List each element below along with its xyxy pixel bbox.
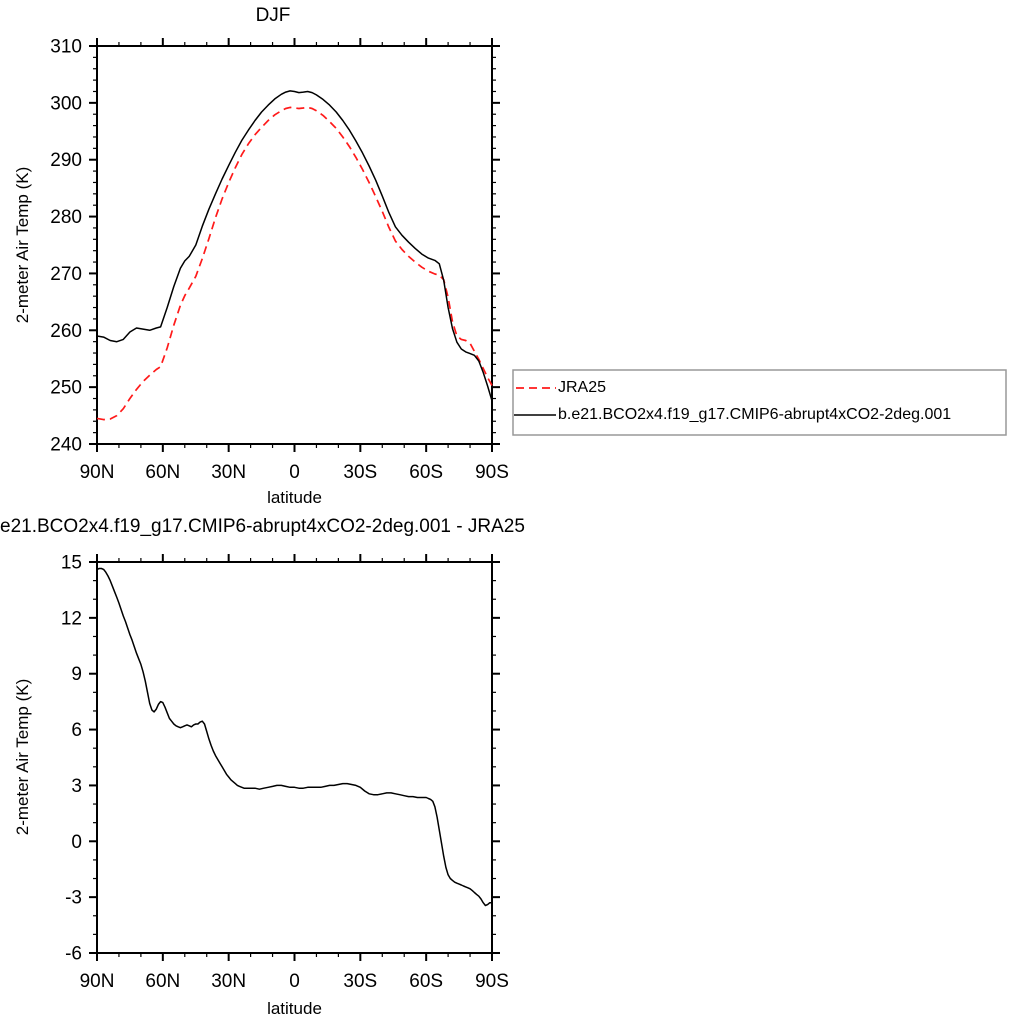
x-tick-label: 90N <box>79 462 115 483</box>
x-tick-label: 90S <box>475 462 509 483</box>
x-tick-label: 60N <box>145 462 181 483</box>
y-tick-label: 15 <box>60 552 82 574</box>
y-tick-label: 9 <box>71 664 82 686</box>
y-tick-label: 240 <box>50 434 82 456</box>
x-tick-label: 30S <box>343 462 378 483</box>
x-tick-label: 0 <box>289 971 300 992</box>
series-line-jra25 <box>97 107 492 419</box>
djf-zonal-mean-chart <box>50 37 509 484</box>
series-line-model <box>97 569 492 906</box>
y-tick-label: 310 <box>50 36 82 58</box>
x-tick-label: 30N <box>211 462 247 483</box>
y-tick-label: 0 <box>71 831 82 853</box>
plot-frame <box>97 46 492 444</box>
top-chart-title: DJF <box>255 5 291 26</box>
x-tick-label: 0 <box>289 462 300 483</box>
y-tick-label: 250 <box>50 377 82 399</box>
y-tick-label: 3 <box>71 775 82 797</box>
x-tick-label: 90N <box>79 971 115 992</box>
plot-frame <box>97 562 492 953</box>
legend-label-model: b.e21.BCO2x4.f19_g17.CMIP6-abrupt4xCO2-2deg.001 <box>558 406 952 423</box>
y-tick-label: 280 <box>50 207 82 229</box>
difference-chart <box>61 553 509 993</box>
y-tick-label: 260 <box>50 320 82 342</box>
x-tick-label: 30N <box>211 971 247 992</box>
y-tick-label: 6 <box>71 720 82 742</box>
bottom-chart-title: e21.BCO2x4.f19_g17.CMIP6-abrupt4xCO2-2deg.001 - JRA25 <box>0 516 525 537</box>
x-tick-label: 60S <box>409 971 444 992</box>
y-tick-label: 300 <box>50 93 82 115</box>
x-tick-label: 60N <box>145 971 181 992</box>
y-tick-label: -3 <box>65 887 82 909</box>
x-tick-label: 30S <box>343 971 378 992</box>
top-chart-y-axis-title: 2-meter Air Temp (K) <box>13 166 32 324</box>
top-chart-x-axis-title: latitude <box>267 488 322 507</box>
legend-label-jra25: JRA25 <box>558 379 607 396</box>
series-line-model <box>97 91 492 401</box>
y-tick-label: 12 <box>60 608 82 630</box>
bottom-chart-y-axis-title: 2-meter Air Temp (K) <box>13 678 32 836</box>
x-tick-label: 90S <box>475 971 509 992</box>
y-tick-label: 270 <box>50 263 82 285</box>
x-tick-label: 60S <box>409 462 444 483</box>
y-tick-label: 290 <box>50 150 82 172</box>
y-tick-label: -6 <box>65 943 82 965</box>
bottom-chart-x-axis-title: latitude <box>267 999 322 1018</box>
